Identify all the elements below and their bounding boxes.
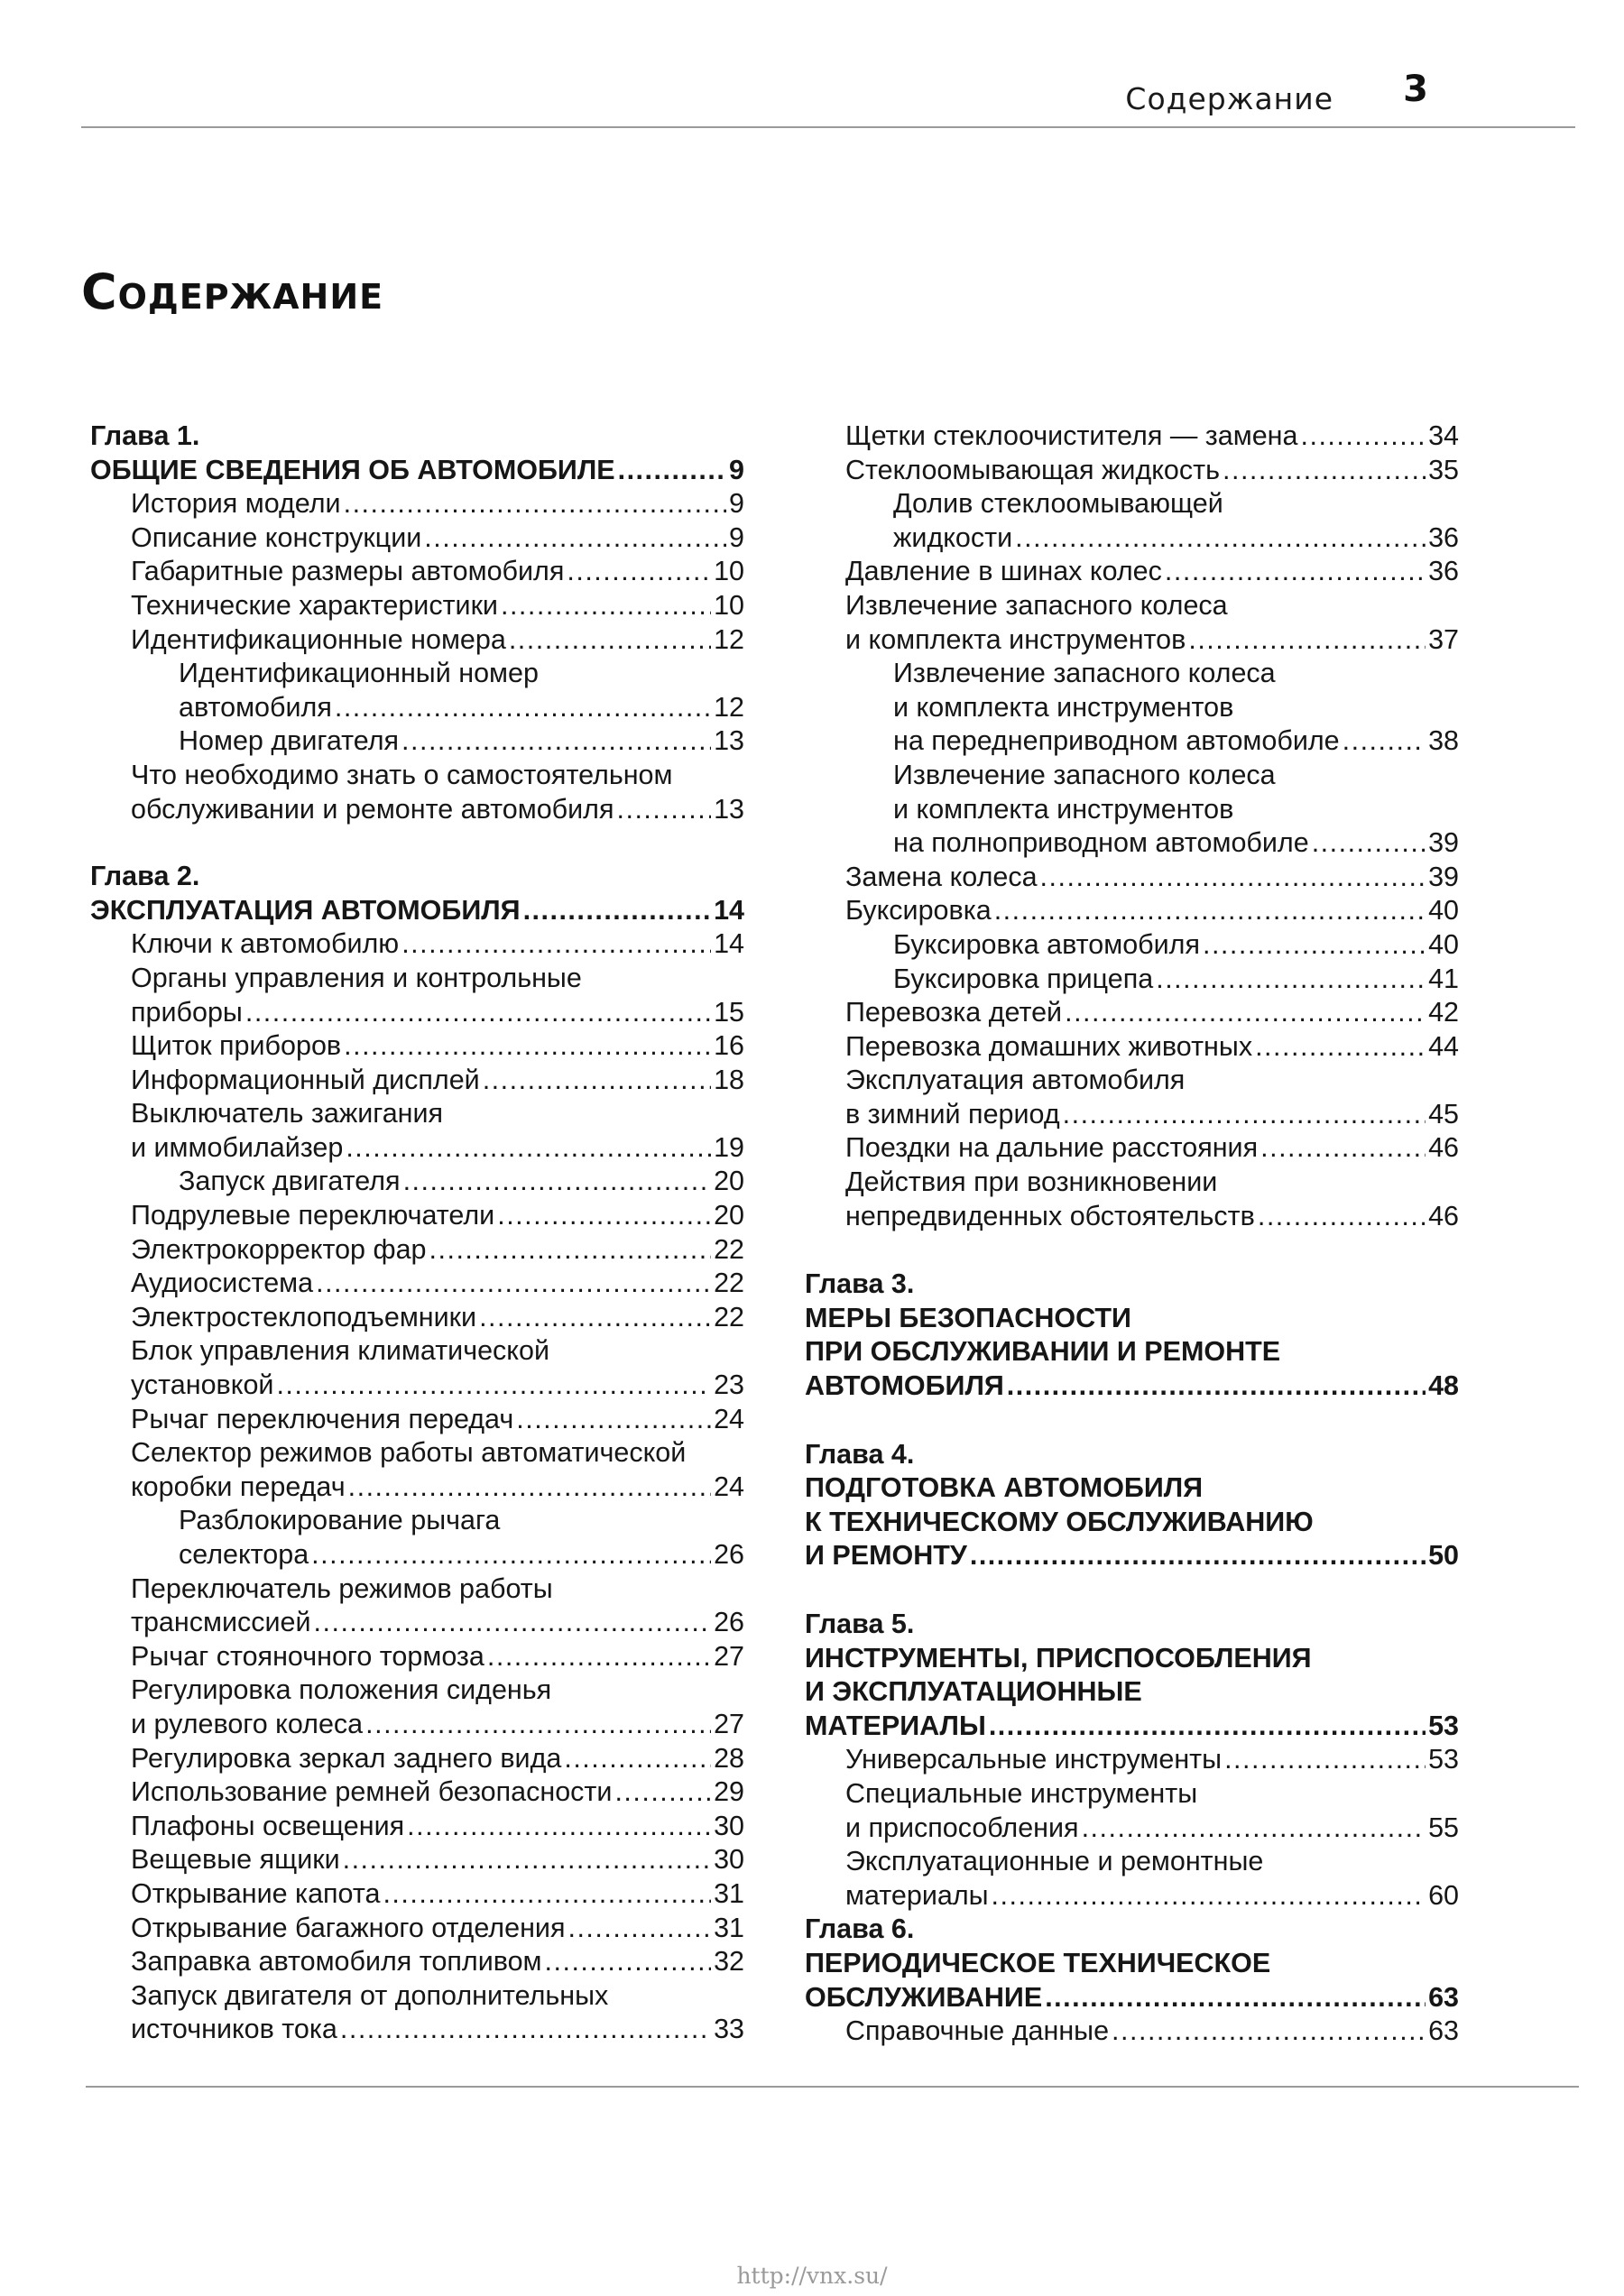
toc-entry-page: 14 — [714, 928, 744, 960]
toc-entry-page: 46 — [1428, 1200, 1459, 1231]
running-title: Содержание — [1125, 81, 1333, 116]
spacer — [805, 1233, 1459, 1268]
chapter-title-line: ПЕРИОДИЧЕСКОЕ ТЕХНИЧЕСКОЕ — [805, 1947, 1271, 1978]
chapter-title-line: ПРИ ОБСЛУЖИВАНИИ И РЕМОНТЕ — [805, 1336, 1281, 1368]
spacer — [805, 1573, 1459, 1608]
toc-entry-line: Выключатель зажигания — [131, 1098, 444, 1130]
toc-entry-page: 36 — [1428, 556, 1459, 587]
toc-entry-text: Перевозка домашних животных — [845, 1030, 1253, 1062]
toc-entry[interactable] — [805, 454, 1459, 488]
toc-entry-line: Долив стеклоомывающей — [893, 488, 1223, 520]
toc-entry-page: 19 — [714, 1131, 744, 1163]
toc-entry-text: и приспособления — [845, 1812, 1079, 1843]
toc-entry[interactable] — [90, 1233, 744, 1268]
chapter-page: 63 — [1428, 1981, 1459, 2013]
toc-entry-page: 40 — [1428, 895, 1459, 927]
toc-entry-page: 60 — [1428, 1879, 1459, 1911]
toc-entry[interactable] — [90, 1165, 744, 1199]
toc-entry-text: Плафоны освещения — [131, 1810, 405, 1841]
toc-entry-line: Селектор режимов работы автоматической — [131, 1437, 687, 1469]
toc-entry[interactable] — [90, 1606, 744, 1640]
toc-entry-text: Габаритные размеры автомобиля — [131, 556, 565, 587]
toc-entry-page: 24 — [714, 1471, 744, 1502]
toc-entry-page: 37 — [1428, 623, 1459, 655]
toc-entry-text: и рулевого колеса — [131, 1708, 364, 1739]
toc-entry[interactable] — [90, 521, 744, 556]
toc-entry-page: 41 — [1428, 963, 1459, 994]
toc-entry[interactable] — [90, 1471, 744, 1505]
chapter-page: 14 — [714, 894, 744, 926]
toc-entry-text: Рычаг переключения передач — [131, 1403, 514, 1434]
toc-entry-page: 30 — [714, 1810, 744, 1841]
chapter-title-text: ОБЩИЕ СВЕДЕНИЯ ОБ АВТОМОБИЛЕ — [90, 454, 615, 485]
chapter-title-text: ЭКСПЛУАТАЦИЯ АВТОМОБИЛЯ — [90, 894, 521, 926]
toc-entry-text: Технические характеристики — [131, 589, 498, 621]
toc-entry[interactable] — [90, 1267, 744, 1301]
toc-entry-page: 15 — [714, 996, 744, 1028]
toc-entry[interactable] — [90, 1403, 744, 1437]
toc-entry-page: 33 — [714, 2014, 744, 2045]
toc-entry-page: 27 — [714, 1708, 744, 1739]
toc-entry-text: Идентификационные номера — [131, 623, 506, 655]
toc-entry-line: Специальные инструменты — [845, 1777, 1198, 1809]
chapter-title-line: И ЭКСПЛУАТАЦИОННЫЕ — [805, 1676, 1142, 1708]
toc-entry[interactable] — [90, 1199, 744, 1233]
chapter-title-line: ИНСТРУМЕНТЫ, ПРИСПОСОБЛЕНИЯ — [805, 1642, 1312, 1674]
toc-entry-page: 40 — [1428, 928, 1459, 960]
toc-entry-line: Регулировка положения сиденья — [131, 1674, 552, 1706]
toc-entry-page: 34 — [1428, 420, 1459, 451]
toc-entry-page: 28 — [714, 1742, 744, 1774]
toc-entry-page: 16 — [714, 1030, 744, 1062]
toc-entry-page: 26 — [714, 1607, 744, 1638]
toc-entry-page: 39 — [1428, 861, 1459, 892]
toc-entry[interactable] — [90, 1775, 744, 1810]
toc-entry-page: 12 — [714, 623, 744, 655]
toc-entry[interactable] — [90, 793, 744, 827]
toc-entry-page: 53 — [1428, 1744, 1459, 1775]
toc-entry-page: 10 — [714, 556, 744, 587]
toc-entry-text: Номер двигателя — [179, 725, 400, 757]
toc-right-column — [805, 420, 1459, 2049]
toc-entry[interactable] — [805, 928, 1459, 963]
running-header — [0, 69, 1624, 128]
toc-entry-page: 31 — [714, 1912, 744, 1943]
chapter-page: 48 — [1428, 1370, 1459, 1402]
chapter-label: Глава 6. — [805, 1913, 915, 1945]
toc-entry-text: Открывание капота — [131, 1877, 381, 1909]
toc-entry-text: Стеклоомывающая жидкость — [845, 454, 1220, 485]
toc-entry-text: Поездки на дальние расстояния — [845, 1132, 1259, 1164]
toc-entry-text: Замена колеса — [845, 861, 1038, 892]
toc-entry-text: Универсальные инструменты — [845, 1744, 1223, 1775]
toc-entry-line: Блок управления климатической — [131, 1335, 549, 1367]
toc-entry[interactable] — [90, 1877, 744, 1912]
toc-entry-text: приборы — [131, 996, 243, 1028]
toc-entry-text: Электростеклоподъемники — [131, 1301, 477, 1332]
spacer — [805, 1404, 1459, 1438]
chapter-page: 9 — [729, 454, 744, 485]
toc-chapter-title[interactable] — [805, 1981, 1459, 2015]
toc-left-column — [90, 420, 744, 2047]
toc-entry-page: 32 — [714, 1946, 744, 1978]
toc-entry-text: источников тока — [131, 2014, 337, 2045]
chapter-title-text: ОБСЛУЖИВАНИЕ — [805, 1981, 1043, 2013]
toc-entry-text: трансмиссией — [131, 1607, 311, 1638]
toc-entry[interactable] — [90, 1064, 744, 1098]
toc-entry-page: 35 — [1428, 454, 1459, 485]
toc-entry[interactable] — [90, 724, 744, 759]
toc-entry[interactable] — [90, 1640, 744, 1674]
toc-entry-page: 22 — [714, 1233, 744, 1265]
toc-entry-line: Запуск двигателя от дополнительных — [131, 1979, 609, 2011]
toc-entry[interactable] — [90, 487, 744, 521]
toc-entry-line: Извлечение запасного колеса — [893, 759, 1276, 790]
toc-entry-line: Извлечение запасного колеса — [845, 589, 1228, 621]
toc-entry-text: Регулировка зеркал заднего вида — [131, 1742, 562, 1774]
toc-chapter-title[interactable] — [805, 1369, 1459, 1404]
toc-chapter-title[interactable] — [805, 1539, 1459, 1573]
toc-entry-text: Буксировка прицепа — [893, 963, 1154, 994]
chapter-page: 53 — [1428, 1710, 1459, 1741]
toc-entry-page: 22 — [714, 1301, 744, 1332]
toc-entry-page: 20 — [714, 1166, 744, 1197]
toc-entry-page: 10 — [714, 589, 744, 621]
toc-entry[interactable] — [90, 927, 744, 962]
toc-entry-text: непредвиденных обстоятельств — [845, 1200, 1255, 1231]
toc-entry[interactable] — [90, 1912, 744, 1946]
watermark: http://vnx.su/ — [736, 2263, 888, 2289]
toc-entry-text: Использование ремней безопасности — [131, 1776, 613, 1808]
toc-entry-page: 42 — [1428, 997, 1459, 1028]
toc-entry-text: и иммобилайзер — [131, 1131, 344, 1163]
toc-entry-text: Запуск двигателя — [179, 1166, 401, 1197]
toc-entry[interactable] — [805, 623, 1459, 658]
chapter-label: Глава 1. — [90, 420, 200, 451]
toc-entry-page: 13 — [714, 793, 744, 825]
chapter-label: Глава 3. — [805, 1268, 915, 1300]
toc-entry[interactable] — [805, 1098, 1459, 1132]
toc-entry[interactable] — [805, 996, 1459, 1030]
toc-entry-text: и комплекта инструментов — [845, 623, 1186, 655]
toc-entry[interactable] — [805, 724, 1459, 759]
header-rule — [81, 126, 1575, 128]
toc-entry-page: 22 — [714, 1268, 744, 1299]
toc-entry[interactable] — [90, 1029, 744, 1064]
toc-entry-text: в зимний период — [845, 1098, 1060, 1130]
toc-entry-page: 46 — [1428, 1132, 1459, 1164]
toc-chapter-title[interactable] — [805, 1710, 1459, 1744]
toc-entry-text: на полноприводном автомобиле — [893, 827, 1309, 859]
toc-entry-text: материалы — [845, 1879, 989, 1911]
toc-entry-text: Перевозка детей — [845, 997, 1063, 1028]
page-title: Содержание — [81, 263, 384, 320]
toc-entry[interactable] — [90, 1843, 744, 1877]
toc-entry-text: Открывание багажного отделения — [131, 1912, 566, 1943]
toc-entry[interactable] — [90, 1945, 744, 1979]
toc-entry-text: автомобиля — [179, 691, 332, 723]
chapter-label: Глава 5. — [805, 1609, 915, 1639]
toc-entry-page: 63 — [1428, 2015, 1459, 2047]
toc-entry[interactable] — [90, 1301, 744, 1335]
toc-entry-text: на переднеприводном автомобиле — [893, 725, 1340, 757]
toc-entry-line: Извлечение запасного колеса — [893, 658, 1276, 689]
toc-entry-line: и комплекта инструментов — [893, 793, 1234, 825]
toc-entry[interactable] — [90, 555, 744, 589]
toc-entry[interactable] — [805, 420, 1459, 454]
toc-entry-text: селектора — [179, 1539, 309, 1570]
toc-entry-page: 13 — [714, 725, 744, 757]
chapter-label: Глава 2. — [90, 861, 200, 892]
toc-entry-text: Щиток приборов — [131, 1030, 342, 1062]
toc-entry-page: 31 — [714, 1877, 744, 1909]
chapter-title-line: К ТЕХНИЧЕСКОМУ ОБСЛУЖИВАНИЮ — [805, 1506, 1314, 1537]
toc-entry-text: Ключи к автомобилю — [131, 928, 400, 960]
toc-entry-page: 29 — [714, 1776, 744, 1808]
chapter-title-text: АВТОМОБИЛЯ — [805, 1370, 1004, 1402]
toc-entry-page: 44 — [1428, 1030, 1459, 1062]
toc-entry-page: 38 — [1428, 725, 1459, 757]
toc-entry-text: Информационный дисплей — [131, 1064, 480, 1095]
chapter-title-text: И РЕМОНТУ — [805, 1540, 967, 1572]
toc-entry-text: Щетки стеклоочистителя — замена — [845, 420, 1298, 451]
toc-entry[interactable] — [805, 861, 1459, 895]
toc-entry-text: установкой — [131, 1369, 274, 1401]
toc-entry[interactable] — [90, 1538, 744, 1572]
toc-entry-line: Действия при возникновении — [845, 1166, 1218, 1198]
toc-entry-page: 12 — [714, 691, 744, 723]
toc-entry-line: Органы управления и контрольные — [131, 962, 582, 993]
chapter-page: 50 — [1428, 1540, 1459, 1572]
toc-entry[interactable] — [90, 1708, 744, 1742]
toc-entry[interactable] — [805, 521, 1459, 556]
toc-entry[interactable] — [805, 2015, 1459, 2049]
toc-entry[interactable] — [90, 1742, 744, 1776]
toc-entry-text: Вещевые ящики — [131, 1844, 340, 1876]
toc-entry-page: 39 — [1428, 827, 1459, 859]
toc-entry-text: Буксировка автомобиля — [893, 928, 1200, 960]
toc-entry[interactable] — [805, 894, 1459, 928]
toc-entry[interactable] — [90, 1369, 744, 1403]
toc-entry-text: Подрулевые переключатели — [131, 1200, 495, 1231]
toc-entry[interactable] — [805, 1743, 1459, 1777]
toc-entry[interactable] — [805, 1131, 1459, 1166]
toc-entry[interactable] — [805, 963, 1459, 997]
toc-entry[interactable] — [90, 589, 744, 623]
toc-entry[interactable] — [805, 1879, 1459, 1913]
toc-entry[interactable] — [805, 1200, 1459, 1234]
toc-entry-line: Эксплуатация автомобиля — [845, 1065, 1186, 1096]
toc-entry-page: 18 — [714, 1064, 744, 1095]
chapter-title-line: ПОДГОТОВКА АВТОМОБИЛЯ — [805, 1472, 1204, 1504]
toc-entry[interactable] — [90, 2013, 744, 2047]
footer-rule — [86, 2086, 1579, 2088]
toc-entry-line: Идентификационный номер — [179, 658, 539, 689]
toc-entry[interactable] — [90, 996, 744, 1030]
chapter-label: Глава 4. — [805, 1438, 915, 1470]
toc-chapter-title[interactable] — [90, 454, 744, 488]
toc-entry-text: обслуживании и ремонте автомобиля — [131, 793, 614, 825]
toc-entry-page: 30 — [714, 1844, 744, 1876]
toc-entry[interactable] — [90, 691, 744, 725]
toc-entry-text: Справочные данные — [845, 2015, 1110, 2047]
toc-entry[interactable] — [805, 1812, 1459, 1846]
toc-entry-line: Переключатель режимов работы — [131, 1572, 553, 1604]
toc-entry-page: 23 — [714, 1369, 744, 1401]
toc-entry-page: 20 — [714, 1200, 744, 1231]
toc-entry-line: Разблокирование рычага — [179, 1505, 501, 1536]
toc-entry-text: Буксировка — [845, 895, 992, 927]
toc-entry-page: 9 — [729, 521, 744, 553]
toc-entry[interactable] — [805, 555, 1459, 589]
chapter-title-line: МЕРЫ БЕЗОПАСНОСТИ — [805, 1302, 1131, 1333]
toc-entry-page: 24 — [714, 1403, 744, 1434]
page-number: 3 — [1403, 69, 1428, 110]
toc-entry-line: Эксплуатационные и ремонтные — [845, 1846, 1264, 1877]
toc-entry[interactable] — [90, 623, 744, 658]
toc-entry-text: Описание конструкции — [131, 521, 422, 553]
toc-entry-line: и комплекта инструментов — [893, 691, 1234, 723]
toc-entry[interactable] — [805, 1030, 1459, 1065]
toc-entry-page: 45 — [1428, 1098, 1459, 1130]
toc-chapter-title[interactable] — [90, 894, 744, 928]
toc-entry-line: Что необходимо знать о самостоятельном — [131, 759, 673, 790]
spacer — [90, 826, 744, 860]
toc-entry-text: Рычаг стояночного тормоза — [131, 1640, 484, 1672]
toc-entry[interactable] — [90, 1131, 744, 1166]
toc-entry-text: История модели — [131, 488, 341, 520]
toc-entry-page: 9 — [729, 488, 744, 520]
chapter-title-text: МАТЕРИАЛЫ — [805, 1710, 986, 1741]
toc-entry-text: Электрокорректор фар — [131, 1233, 427, 1265]
toc-entry-text: Заправка автомобиля топливом — [131, 1946, 542, 1978]
toc-entry[interactable] — [90, 1810, 744, 1844]
toc-entry-page: 36 — [1428, 521, 1459, 553]
toc-entry-text: коробки передач — [131, 1471, 346, 1502]
toc-entry-page: 27 — [714, 1640, 744, 1672]
toc-entry-text: Аудиосистема — [131, 1268, 314, 1299]
toc-entry-text: Давление в шинах колес — [845, 556, 1162, 587]
toc-entry-page: 26 — [714, 1539, 744, 1570]
toc-entry-text: жидкости — [893, 521, 1013, 553]
toc-entry-page: 55 — [1428, 1812, 1459, 1843]
toc-entry[interactable] — [805, 826, 1459, 861]
